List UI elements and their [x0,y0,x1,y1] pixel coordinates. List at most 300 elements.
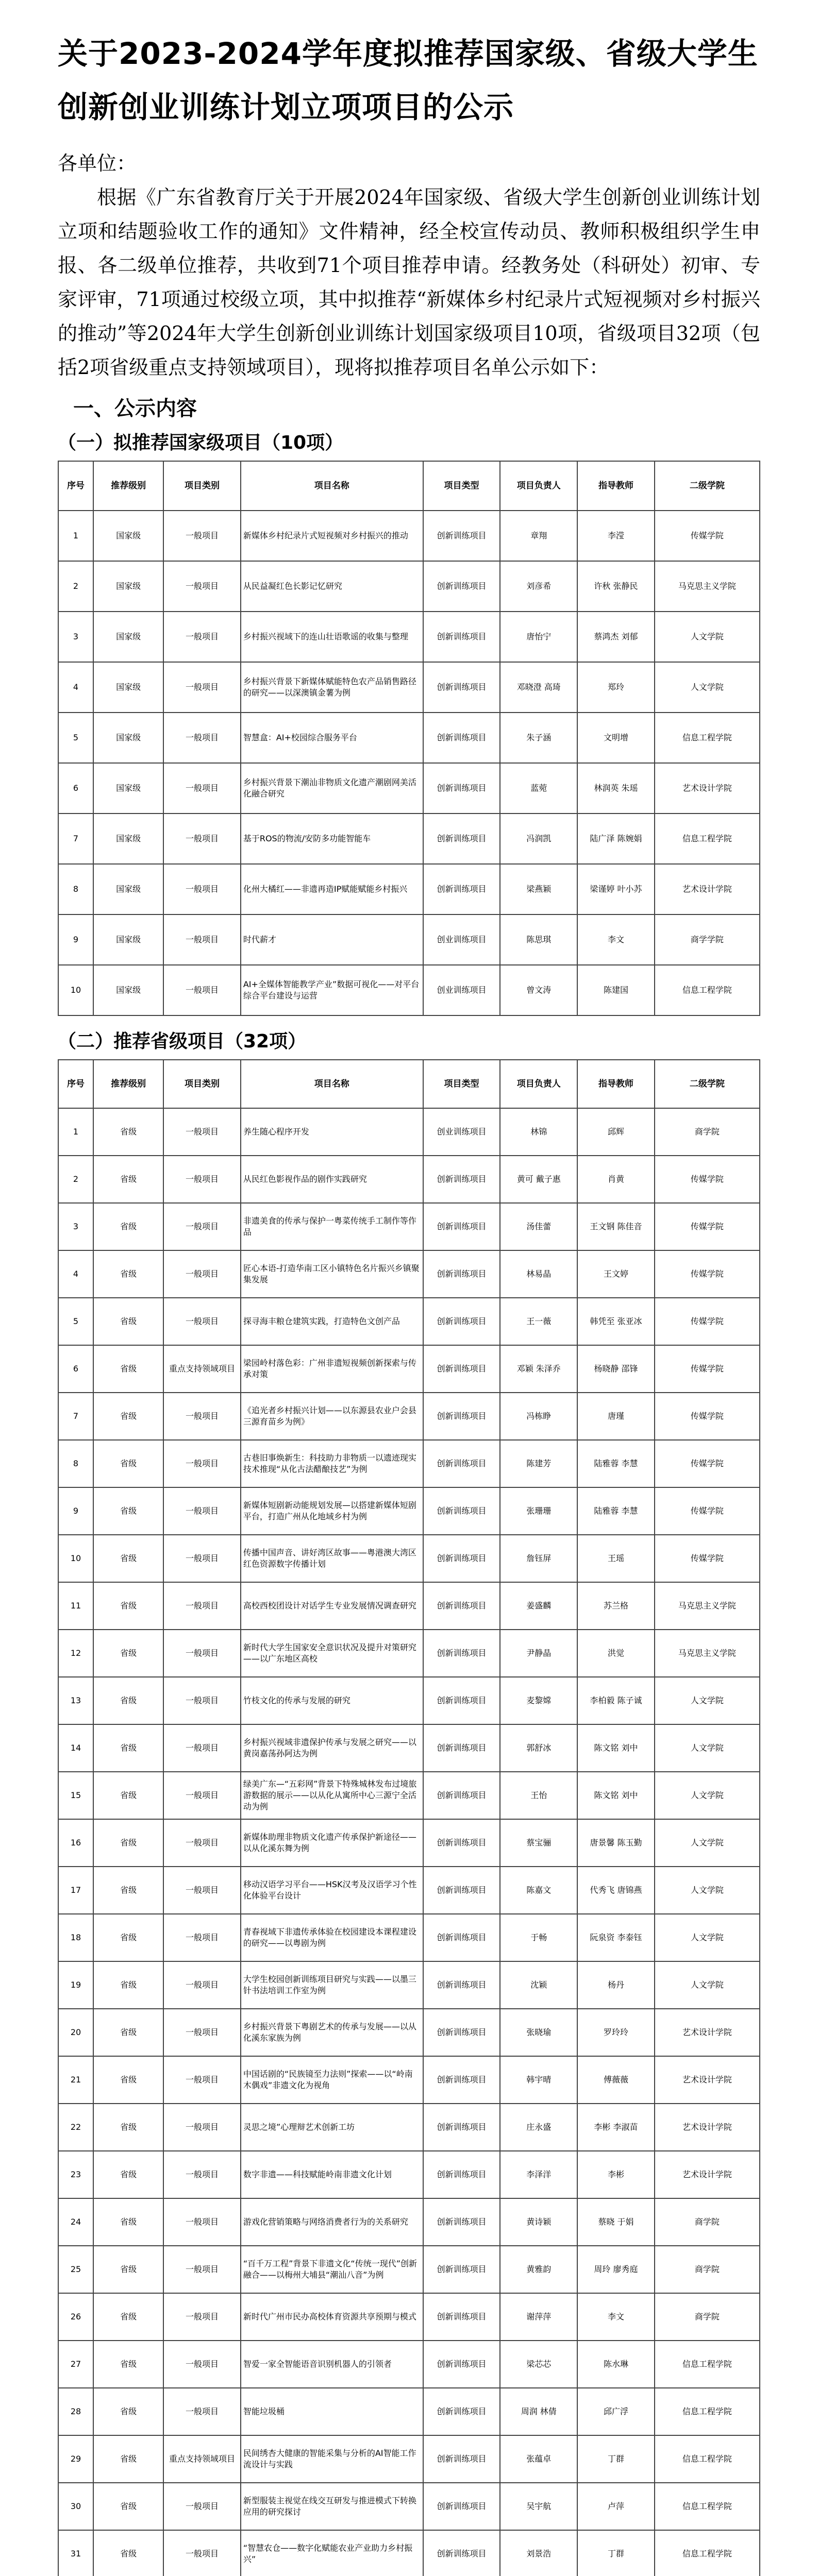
table-cell: 新型服装主视觉在线交互研发与推进模式下转换应用的研究探讨 [241,2483,423,2530]
table-cell: 庄永盛 [500,2104,577,2151]
table-cell: 创新训练项目 [423,2104,500,2151]
table-cell: 6 [58,763,93,814]
table-cell: 一般项目 [163,2104,241,2151]
table-cell: 蔡晓 于娟 [577,2198,655,2246]
table-cell: 人文学院 [655,662,760,713]
table-cell: 郑玲 [577,662,655,713]
table-cell: 商学院 [655,2293,760,2341]
table-cell: 一般项目 [163,713,241,763]
column-header: 序号 [58,1060,93,1108]
table-cell: 传媒学院 [655,1345,760,1393]
table-cell: 一般项目 [163,561,241,612]
table-cell: 省级 [93,1250,163,1298]
table-cell: 马克思主义学院 [655,561,760,612]
table-cell: 信息工程学院 [655,2388,760,2435]
table-cell: 民间绣杏大健康的智能采集与分析的AI智能工作流设计与实践 [241,2435,423,2483]
table-cell: 省级 [93,2056,163,2104]
table-cell: 省级 [93,1914,163,1961]
table-cell: 25 [58,2246,93,2293]
table-row [58,713,760,763]
table-cell: 传媒学院 [655,1156,760,1203]
table-cell: 省级 [93,1867,163,1914]
table-cell: 新媒体助理非物质文化遗产传承保护新途径——以从化溪东舞为例 [241,1819,423,1867]
table-cell: 基于ROS的物流/安防多功能智能车 [241,814,423,864]
table-cell: 王文钢 陈佳音 [577,1203,655,1250]
table-cell: 匠心本语-打造华南工区小镇特色名片振兴乡镇聚集发展 [241,1250,423,1298]
table-cell: 7 [58,1393,93,1440]
table-cell: 人文学院 [655,1914,760,1961]
table-cell: 一般项目 [163,965,241,1015]
table-cell: 刘彦希 [500,561,577,612]
table-cell: 张晓瑜 [500,2009,577,2056]
table-cell: 探寻海丰粮仓建筑实践，打造特色文创产品 [241,1298,423,1345]
table-cell: 中国话剧的“民族镜至力法则”探索——以“岭南木偶戏”非遗文化为视角 [241,2056,423,2104]
table-cell: 创新训练项目 [423,612,500,662]
table-cell: 省级 [93,1630,163,1677]
table-cell: 人文学院 [655,1724,760,1772]
table-cell: 国家级 [93,612,163,662]
table-cell: 国家级 [93,864,163,914]
table-cell: 创新训练项目 [423,662,500,713]
table-cell: 艺术设计学院 [655,2104,760,2151]
table-row [58,864,760,914]
document-title: 关于2023-2024学年度拟推荐国家级、省级大学生创新创业训练计划立项项目的公示 [58,36,758,125]
table-cell: 信息工程学院 [655,713,760,763]
column-header: 项目负责人 [500,1060,577,1108]
table-cell: 创新训练项目 [423,2151,500,2198]
national-projects-table [58,461,760,1016]
table-cell: 汤佳蕾 [500,1203,577,1250]
table-cell: 章翔 [500,511,577,561]
table-cell: 《追光者乡村振兴计划——以东源县农业户会县三源育苗乡为例》 [241,1393,423,1440]
table-cell: 一般项目 [163,1677,241,1724]
table-cell: 商学学院 [655,914,760,965]
table-cell: 从民益凝红色长影记忆研究 [241,561,423,612]
column-header: 项目负责人 [500,461,577,511]
table-cell: 林易晶 [500,1250,577,1298]
table-cell: 青春视域下非遗传承体验在校园建设本课程建设的研究——以粤剧为例 [241,1914,423,1961]
table-cell: 创新训练项目 [423,2246,500,2293]
table-cell: 12 [58,1630,93,1677]
table-cell: 创新训练项目 [423,1203,500,1250]
table-cell: 一般项目 [163,1819,241,1867]
table-cell: 一般项目 [163,511,241,561]
table-cell: 国家级 [93,763,163,814]
table-cell: 创业训练项目 [423,914,500,965]
table-cell: 创新训练项目 [423,1772,500,1819]
table-cell: “百千万工程”背景下非遗文化“传统一现代”创新融合——以梅州大埔县“潮汕八音”为例 [241,2246,423,2293]
table-cell: 30 [58,2483,93,2530]
table-cell: 信息工程学院 [655,814,760,864]
table-cell: 蔡宝骊 [500,1819,577,1867]
table-row [58,561,760,612]
table-cell: 刘景浩 [500,2530,577,2576]
table-cell: 创新训练项目 [423,1535,500,1582]
table-cell: 李彬 [577,2151,655,2198]
table-cell: 省级 [93,1440,163,1487]
table-cell: 24 [58,2198,93,2246]
table-cell: 一般项目 [163,1582,241,1630]
table-cell: 智能垃圾桶 [241,2388,423,2435]
table-cell: 创新训练项目 [423,2483,500,2530]
table-cell: 一般项目 [163,814,241,864]
table-cell: 10 [58,1535,93,1582]
table-cell: 人文学院 [655,612,760,662]
table-cell: 省级 [93,1156,163,1203]
table-cell: 陈建芳 [500,1440,577,1487]
table-cell: 罗玲玲 [577,2009,655,2056]
table-cell: 27 [58,2341,93,2388]
table-cell: 10 [58,965,93,1015]
table-row [58,2388,760,2435]
table-cell: 创新训练项目 [423,1440,500,1487]
table-cell: 创新训练项目 [423,2388,500,2435]
table-cell: 一般项目 [163,2246,241,2293]
table-cell: 创新训练项目 [423,1487,500,1535]
table-row [58,1867,760,1914]
table-cell: 杨晓静 邵锋 [577,1345,655,1393]
table-cell: 一般项目 [163,2341,241,2388]
table-cell: 艺术设计学院 [655,2151,760,2198]
table-cell: 创业训练项目 [423,965,500,1015]
table-cell: 竹枝文化的传承与发展的研究 [241,1677,423,1724]
table-row [58,511,760,561]
table-cell: 一般项目 [163,2293,241,2341]
table-cell: 一般项目 [163,914,241,965]
table-cell: 丁群 [577,2435,655,2483]
table-cell: 信息工程学院 [655,2530,760,2576]
table-cell: 王瑶 [577,1535,655,1582]
table-cell: 古巷旧事焕新生：科技助力非物质一以遗迹现实技术推现“从化古法醋酿技艺”为例 [241,1440,423,1487]
table-cell: 代秀飞 唐锦燕 [577,1867,655,1914]
table-row [58,1914,760,1961]
table-cell: 省级 [93,1582,163,1630]
table-cell: 一般项目 [163,2151,241,2198]
provincial-projects-table [58,1059,760,2576]
table-cell: 卢萍 [577,2483,655,2530]
table-row [58,1393,760,1440]
table-cell: 传媒学院 [655,1298,760,1345]
table-row [58,1108,760,1156]
table-cell: 高校西校团设计对话学生专业发展情况调查研究 [241,1582,423,1630]
table-cell: 周润 林倩 [500,2388,577,2435]
table-cell: 创新训练项目 [423,2530,500,2576]
table-cell: 许秋 张静民 [577,561,655,612]
column-header: 项目名称 [241,461,423,511]
table-cell: 20 [58,2009,93,2056]
table-cell: 国家级 [93,914,163,965]
table-cell: 省级 [93,2246,163,2293]
table-cell: 创新训练项目 [423,1914,500,1961]
table-cell: 傅薇薇 [577,2056,655,2104]
table-row [58,1535,760,1582]
table-cell: 省级 [93,2483,163,2530]
table-row [58,1819,760,1867]
table-cell: 一般项目 [163,2483,241,2530]
table-cell: 乡村振兴背景下潮汕非物质文化遗产潮剧网美活化融合研究 [241,763,423,814]
table-cell: 商学院 [655,2198,760,2246]
salutation: 各单位： [58,152,137,175]
table-row [58,1203,760,1250]
table-cell: 省级 [93,1487,163,1535]
table-row [58,2198,760,2246]
table-row [58,2530,760,2576]
table-cell: 张珊珊 [500,1487,577,1535]
table-cell: 省级 [93,2435,163,2483]
table-cell: 19 [58,1961,93,2009]
table-cell: 林润英 朱瑶 [577,763,655,814]
table-row [58,2483,760,2530]
table-cell: 陈文铭 刘中 [577,1724,655,1772]
table-cell: 省级 [93,2151,163,2198]
table-cell: 一般项目 [163,1914,241,1961]
column-header: 推荐级别 [93,1060,163,1108]
table-cell: 一般项目 [163,1772,241,1819]
table-cell: 4 [58,1250,93,1298]
table-cell: 姜盛麟 [500,1582,577,1630]
table-cell: 李文 [577,914,655,965]
table-cell: 艺术设计学院 [655,864,760,914]
table-cell: 创新训练项目 [423,2435,500,2483]
table-cell: 一般项目 [163,1108,241,1156]
table-cell: 3 [58,1203,93,1250]
table-cell: 苏兰格 [577,1582,655,1630]
table-cell: 一般项目 [163,2056,241,2104]
table-cell: 省级 [93,1535,163,1582]
table-cell: 邓颖 朱泽乔 [500,1345,577,1393]
table-row [58,1250,760,1298]
table-row [58,1961,760,2009]
table-cell: 李文 [577,2293,655,2341]
table-cell: 国家级 [93,511,163,561]
column-header: 二级学院 [655,461,760,511]
table-cell: 18 [58,1914,93,1961]
table-cell: 谢萍萍 [500,2293,577,2341]
subsection-provincial: （二）推荐省级项目（32项） [58,1031,307,1052]
table-row [58,2293,760,2341]
table-cell: 省级 [93,2198,163,2246]
table-cell: 邱辉 [577,1108,655,1156]
table-cell: 省级 [93,1108,163,1156]
table-cell: 一般项目 [163,1867,241,1914]
table-cell: 9 [58,914,93,965]
table-cell: 新时代大学生国家安全意识状况及提升对策研究——以广东地区高校 [241,1630,423,1677]
table-cell: 一般项目 [163,1630,241,1677]
table-cell: 移动汉语学习平台——HSK汉考及汉语学习个性化体验平台设计 [241,1867,423,1914]
table-cell: 8 [58,864,93,914]
table-cell: 黄诗颖 [500,2198,577,2246]
table-cell: 王怡 [500,1772,577,1819]
table-cell: 唐瑾 [577,1393,655,1440]
table-cell: 乡村振兴背景下粤剧艺术的传承与发展——以从化溪东家族为例 [241,2009,423,2056]
table-cell: 创新训练项目 [423,1345,500,1393]
table-cell: 省级 [93,1772,163,1819]
table-row [58,965,760,1015]
table-cell: 传媒学院 [655,1250,760,1298]
table-cell: 省级 [93,1677,163,1724]
table-cell: 邓晓澄 高琦 [500,662,577,713]
table-cell: 从民红色影视作品的剧作实践研究 [241,1156,423,1203]
table-cell: 一般项目 [163,1487,241,1535]
table-cell: 创新训练项目 [423,2009,500,2056]
table-cell: 一般项目 [163,1393,241,1440]
table-cell: 艺术设计学院 [655,2009,760,2056]
table-cell: 人文学院 [655,1867,760,1914]
table-cell: 创新训练项目 [423,511,500,561]
table-cell: 丁群 [577,2530,655,2576]
table-cell: 周玲 廖秀庭 [577,2246,655,2293]
table-row [58,763,760,814]
table-cell: 于畅 [500,1914,577,1961]
table-row [58,814,760,864]
table-cell: 31 [58,2530,93,2576]
column-header: 项目类型 [423,1060,500,1108]
table-cell: 杨丹 [577,1961,655,2009]
table-cell: 人文学院 [655,1677,760,1724]
table-cell: 邱广浮 [577,2388,655,2435]
table-cell: 梁燕颖 [500,864,577,914]
table-cell: 人文学院 [655,1961,760,2009]
table-cell: 李彬 李淑苗 [577,2104,655,2151]
table-cell: 13 [58,1677,93,1724]
table-cell: 一般项目 [163,1440,241,1487]
table-row [58,2246,760,2293]
table-cell: 灵思之境”心理辩艺术创新工坊 [241,2104,423,2151]
table-cell: 新媒体短剧新动能规划发展—以搭建新媒体短剧平台，打造广州从化地域乡村为例 [241,1487,423,1535]
table-cell: 李滢 [577,511,655,561]
table-cell: 15 [58,1772,93,1819]
table-cell: 创新训练项目 [423,713,500,763]
table-cell: 韩凭至 张亚冰 [577,1298,655,1345]
table-cell: 省级 [93,1961,163,2009]
table-cell: 省级 [93,1393,163,1440]
table-cell: 王一薇 [500,1298,577,1345]
table-cell: 王文婷 [577,1250,655,1298]
table-cell: 游戏化营销策略与网络消费者行为的关系研究 [241,2198,423,2246]
table-cell: 绿美广东—“五彩网”背景下特殊城林发布过境旅游数据的展示——以从化从寓所中心三源宁全活动为例 [241,1772,423,1819]
table-cell: 一般项目 [163,1961,241,2009]
table-cell: 麦黎嫦 [500,1677,577,1724]
table-cell: 创新训练项目 [423,1961,500,2009]
table-cell: 郭舒冰 [500,1724,577,1772]
table-cell: 创新训练项目 [423,2056,500,2104]
table-cell: 28 [58,2388,93,2435]
table-cell: 创新训练项目 [423,1582,500,1630]
table-cell: 国家级 [93,965,163,1015]
table-cell: 创新训练项目 [423,864,500,914]
table-cell: 冯润凯 [500,814,577,864]
table-cell: 省级 [93,1819,163,1867]
table-cell: 陈水琳 [577,2341,655,2388]
table-cell: 马克思主义学院 [655,1582,760,1630]
table-cell: 商学院 [655,1108,760,1156]
table-cell: 创新训练项目 [423,2341,500,2388]
table-cell: 6 [58,1345,93,1393]
table-cell: 14 [58,1724,93,1772]
table-row [58,914,760,965]
table-cell: 传媒学院 [655,1487,760,1535]
table-cell: 重点支持领域项目 [163,2435,241,2483]
table-cell: 新媒体乡村纪录片式短视频对乡村振兴的推动 [241,511,423,561]
table-cell: 3 [58,612,93,662]
table-row [58,612,760,662]
table-cell: 国家级 [93,713,163,763]
table-cell: 韩宇晴 [500,2056,577,2104]
table-cell: 人文学院 [655,1772,760,1819]
table-cell: 智爱一家全智能语音识别机器人的引领者 [241,2341,423,2388]
table-cell: 智慧盒：AI+校园综合服务平台 [241,713,423,763]
table-header-row [58,461,760,511]
table-cell: 陆雅蓉 李慧 [577,1487,655,1535]
table-cell: 唐景馨 陈玉勤 [577,1819,655,1867]
table-cell: 创新训练项目 [423,1393,500,1440]
subsection-national: （一）拟推荐国家级项目（10项） [58,432,344,453]
table-cell: 蔡鸿杰 刘郁 [577,612,655,662]
table-row [58,2341,760,2388]
table-cell: 一般项目 [163,612,241,662]
table-cell: 29 [58,2435,93,2483]
table-cell: 林锦 [500,1108,577,1156]
table-cell: 16 [58,1819,93,1867]
table-cell: 养生随心程序开发 [241,1108,423,1156]
table-cell: 创新训练项目 [423,2198,500,2246]
table-cell: 艺术设计学院 [655,763,760,814]
table-cell: 创新训练项目 [423,1867,500,1914]
table-cell: 尹静晶 [500,1630,577,1677]
table-cell: 商学院 [655,2246,760,2293]
table-cell: 詹钰屏 [500,1535,577,1582]
table-cell: 陈思琪 [500,914,577,965]
table-cell: 新时代广州市民办高校体育资源共享预期与模式 [241,2293,423,2341]
table-cell: 一般项目 [163,2530,241,2576]
table-cell: 传媒学院 [655,1440,760,1487]
table-row [58,1298,760,1345]
table-cell: 文明增 [577,713,655,763]
table-cell: 8 [58,1440,93,1487]
table-cell: 9 [58,1487,93,1535]
table-cell: 23 [58,2151,93,2198]
table-cell: 乡村振兴背景下新媒体赋能特色农产品销售路径的研究——以深澳镇金薯为例 [241,662,423,713]
table-cell: 梁谨婷 叶小苏 [577,864,655,914]
table-cell: 1 [58,1108,93,1156]
table-cell: 艺术设计学院 [655,2056,760,2104]
table-cell: 22 [58,2104,93,2151]
table-cell: 一般项目 [163,1203,241,1250]
table-cell: 国家级 [93,561,163,612]
table-cell: 创新训练项目 [423,763,500,814]
table-cell: 肖黄 [577,1156,655,1203]
table-cell: 创新训练项目 [423,1724,500,1772]
table-cell: 创新训练项目 [423,2293,500,2341]
table-cell: 传媒学院 [655,511,760,561]
table-cell: 阮泉资 李泰钰 [577,1914,655,1961]
table-cell: 梁芯芯 [500,2341,577,2388]
table-cell: 省级 [93,1345,163,1393]
table-cell: AI+全媒体智能教学产业”数据可视化——对平台综合平台建设与运营 [241,965,423,1015]
table-cell: 黄雅韵 [500,2246,577,2293]
table-cell: 乡村振兴视域下的连山壮语歌谣的收集与整理 [241,612,423,662]
table-cell: 黄可 戴子惠 [500,1156,577,1203]
table-cell: 洪觉 [577,1630,655,1677]
table-cell: 创新训练项目 [423,1630,500,1677]
column-header: 序号 [58,461,93,511]
table-cell: 陆广泽 陈婉娟 [577,814,655,864]
table-cell: 26 [58,2293,93,2341]
table-cell: 21 [58,2056,93,2104]
table-cell: 2 [58,1156,93,1203]
table-cell: 一般项目 [163,763,241,814]
section-heading-content: 一、公示内容 [73,397,197,420]
